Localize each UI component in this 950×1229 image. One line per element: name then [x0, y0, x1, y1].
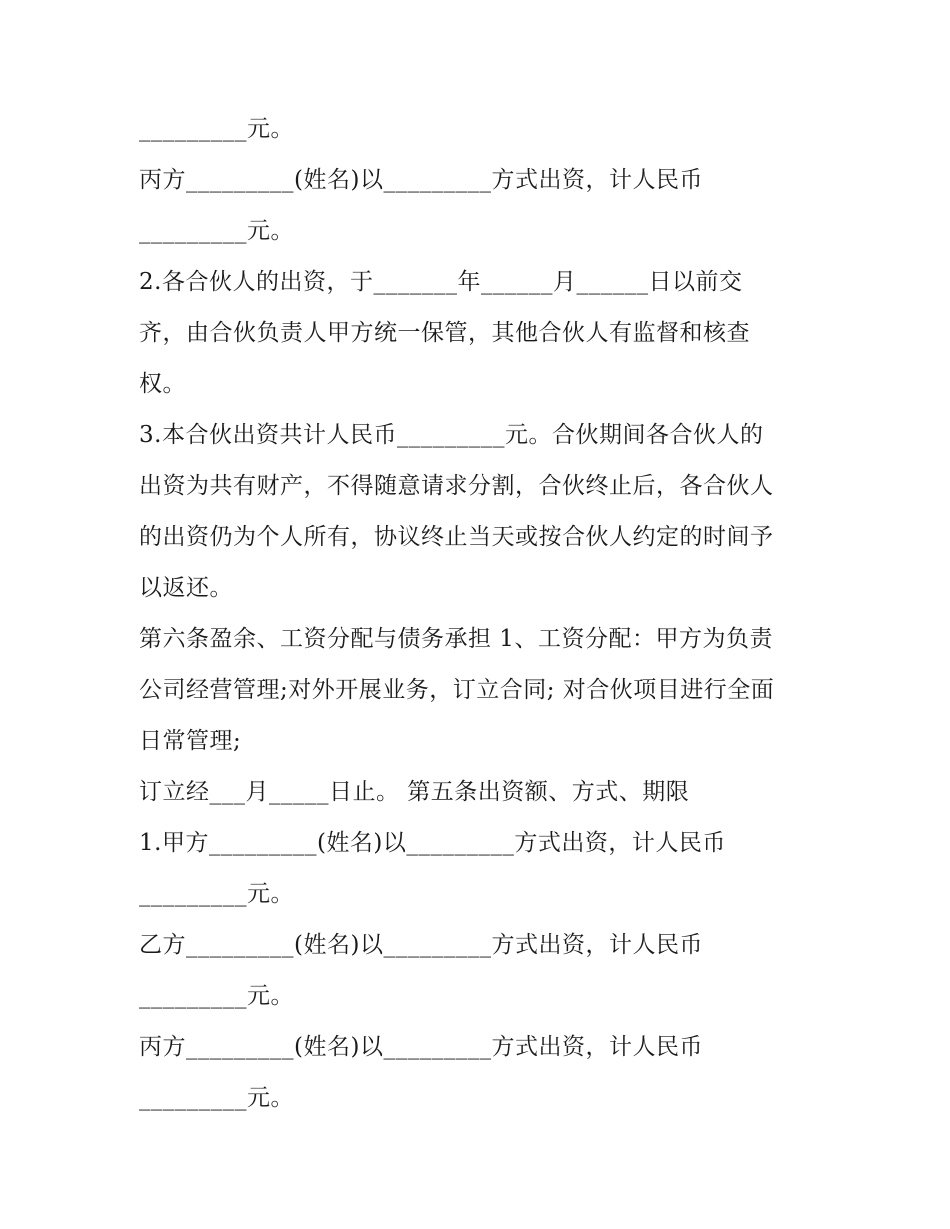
text-line: _________元。 [139, 116, 294, 142]
text-line: 订立经___月_____日止。 第五条出资额、方式、期限 [139, 779, 690, 805]
text-line: _________元。 [139, 983, 294, 1009]
text-line: 齐，由合伙负责人甲方统一保管，其他合伙人有监督和核查 [139, 320, 750, 346]
text-line: _________元。 [139, 218, 294, 244]
text-line: 1.甲方_________(姓名)以_________方式出资，计人民币 [139, 830, 726, 856]
text-line: _________元。 [139, 881, 294, 907]
text-line: 出资为共有财产，不得随意请求分割，合伙终止后，各合伙人 [139, 473, 774, 499]
text-line: _________元。 [139, 1085, 294, 1111]
text-line: 丙方_________(姓名)以_________方式出资，计人民币 [139, 167, 703, 193]
text-line: 第六条盈余、工资分配与债务承担 1、工资分配：甲方为负责 [139, 626, 773, 652]
text-line: 公司经营管理;对外开展业务，订立合同; 对合伙项目进行全面 [139, 677, 775, 703]
text-line: 丙方_________(姓名)以_________方式出资，计人民币 [139, 1034, 703, 1060]
text-line: 日常管理; [139, 728, 242, 754]
text-line: 以返还。 [139, 575, 233, 601]
text-line: 的出资仍为个人所有，协议终止当天或按合伙人约定的时间予 [139, 524, 774, 550]
document-page [139, 104, 819, 1124]
text-line: 权。 [139, 371, 186, 397]
text-line: 乙方_________(姓名)以_________方式出资，计人民币 [139, 932, 703, 958]
text-line: 2.各合伙人的出资，于_______年______月______日以前交 [139, 269, 743, 295]
text-line: 3.本合伙出资共计人民币_________元。合伙期间各合伙人的 [139, 422, 764, 448]
